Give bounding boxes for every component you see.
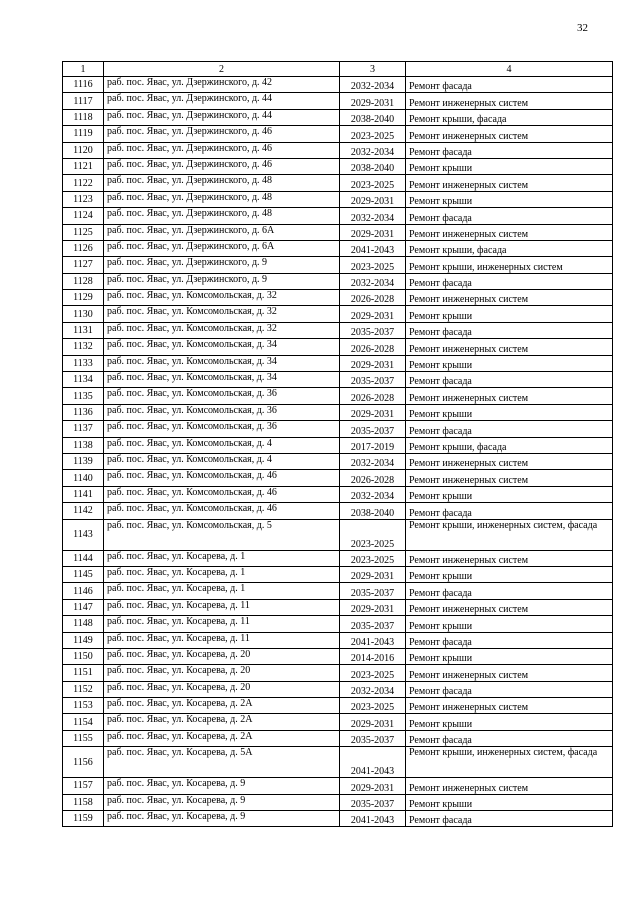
address-cell: раб. пос. Явас, ул. Косарева, д. 1 bbox=[104, 550, 340, 566]
address-cell: раб. пос. Явас, ул. Дзержинского, д. 48 bbox=[104, 175, 340, 191]
table-row bbox=[63, 191, 613, 207]
row-number-cell: 1132 bbox=[63, 339, 104, 355]
work-type-cell: Ремонт инженерных систем bbox=[406, 175, 613, 191]
table-row bbox=[63, 126, 613, 142]
work-type-cell: Ремонт фасада bbox=[406, 632, 613, 648]
table-row bbox=[63, 175, 613, 191]
table-row bbox=[63, 616, 613, 632]
row-number-cell: 1127 bbox=[63, 257, 104, 273]
address-cell: раб. пос. Явас, ул. Комсомольская, д. 46 bbox=[104, 503, 340, 519]
period-cell: 2032-2034 bbox=[340, 453, 406, 469]
address-cell: раб. пос. Явас, ул. Косарева, д. 11 bbox=[104, 599, 340, 615]
table-row bbox=[63, 372, 613, 388]
address-cell: раб. пос. Явас, ул. Дзержинского, д. 6А bbox=[104, 240, 340, 256]
address-cell: раб. пос. Явас, ул. Дзержинского, д. 42 bbox=[104, 77, 340, 93]
table-row bbox=[63, 355, 613, 371]
table-row bbox=[63, 273, 613, 289]
row-number-cell: 1130 bbox=[63, 306, 104, 322]
work-type-cell: Ремонт фасада bbox=[406, 77, 613, 93]
address-cell: раб. пос. Явас, ул. Комсомольская, д. 32 bbox=[104, 290, 340, 306]
period-cell: 2029-2031 bbox=[340, 355, 406, 371]
row-number-cell: 1131 bbox=[63, 322, 104, 338]
work-type-cell: Ремонт фасада bbox=[406, 503, 613, 519]
row-number-cell: 1141 bbox=[63, 486, 104, 502]
work-type-cell: Ремонт крыши bbox=[406, 714, 613, 730]
period-cell: 2032-2034 bbox=[340, 77, 406, 93]
row-number-cell: 1143 bbox=[63, 519, 104, 550]
row-number-cell: 1120 bbox=[63, 142, 104, 158]
column-header-2: 2 bbox=[104, 62, 340, 77]
work-type-cell: Ремонт крыши bbox=[406, 648, 613, 664]
address-cell: раб. пос. Явас, ул. Косарева, д. 2А bbox=[104, 714, 340, 730]
table-row bbox=[63, 714, 613, 730]
period-cell: 2023-2025 bbox=[340, 519, 406, 550]
address-cell: раб. пос. Явас, ул. Дзержинского, д. 46 bbox=[104, 158, 340, 174]
table-body bbox=[63, 77, 613, 827]
row-number-cell: 1118 bbox=[63, 109, 104, 125]
period-cell: 2035-2037 bbox=[340, 794, 406, 810]
table-row bbox=[63, 322, 613, 338]
row-number-cell: 1151 bbox=[63, 665, 104, 681]
period-cell: 2041-2043 bbox=[340, 240, 406, 256]
row-number-cell: 1116 bbox=[63, 77, 104, 93]
table-row bbox=[63, 503, 613, 519]
table-row bbox=[63, 339, 613, 355]
row-number-cell: 1123 bbox=[63, 191, 104, 207]
work-type-cell: Ремонт фасада bbox=[406, 142, 613, 158]
period-cell: 2038-2040 bbox=[340, 158, 406, 174]
row-number-cell: 1142 bbox=[63, 503, 104, 519]
period-cell: 2029-2031 bbox=[340, 306, 406, 322]
work-type-cell: Ремонт инженерных систем bbox=[406, 665, 613, 681]
table-row bbox=[63, 566, 613, 582]
row-number-cell: 1156 bbox=[63, 747, 104, 778]
period-cell: 2029-2031 bbox=[340, 191, 406, 207]
period-cell: 2035-2037 bbox=[340, 616, 406, 632]
address-cell: раб. пос. Явас, ул. Дзержинского, д. 6А bbox=[104, 224, 340, 240]
work-type-cell: Ремонт инженерных систем bbox=[406, 453, 613, 469]
row-number-cell: 1149 bbox=[63, 632, 104, 648]
work-type-cell: Ремонт фасада bbox=[406, 583, 613, 599]
page-number: 32 bbox=[577, 22, 588, 34]
address-cell: раб. пос. Явас, ул. Комсомольская, д. 32 bbox=[104, 322, 340, 338]
address-cell: раб. пос. Явас, ул. Комсомольская, д. 5 bbox=[104, 519, 340, 550]
address-cell: раб. пос. Явас, ул. Дзержинского, д. 44 bbox=[104, 93, 340, 109]
work-type-cell: Ремонт крыши, инженерных систем, фасада bbox=[406, 747, 613, 778]
table-row bbox=[63, 240, 613, 256]
work-type-cell: Ремонт крыши bbox=[406, 616, 613, 632]
work-type-cell: Ремонт крыши bbox=[406, 794, 613, 810]
period-cell: 2035-2037 bbox=[340, 583, 406, 599]
row-number-cell: 1138 bbox=[63, 437, 104, 453]
work-type-cell: Ремонт крыши, инженерных систем bbox=[406, 257, 613, 273]
repair-schedule-table bbox=[62, 61, 613, 827]
work-type-cell: Ремонт крыши bbox=[406, 306, 613, 322]
row-number-cell: 1146 bbox=[63, 583, 104, 599]
work-type-cell: Ремонт инженерных систем bbox=[406, 224, 613, 240]
address-cell: раб. пос. Явас, ул. Косарева, д. 9 bbox=[104, 811, 340, 827]
row-number-cell: 1148 bbox=[63, 616, 104, 632]
period-cell: 2026-2028 bbox=[340, 290, 406, 306]
row-number-cell: 1158 bbox=[63, 794, 104, 810]
address-cell: раб. пос. Явас, ул. Дзержинского, д. 9 bbox=[104, 257, 340, 273]
table-row bbox=[63, 453, 613, 469]
table-row bbox=[63, 681, 613, 697]
work-type-cell: Ремонт фасада bbox=[406, 208, 613, 224]
address-cell: раб. пос. Явас, ул. Косарева, д. 11 bbox=[104, 616, 340, 632]
period-cell: 2041-2043 bbox=[340, 632, 406, 648]
row-number-cell: 1153 bbox=[63, 698, 104, 714]
period-cell: 2026-2028 bbox=[340, 339, 406, 355]
table-row bbox=[63, 519, 613, 550]
address-cell: раб. пос. Явас, ул. Дзержинского, д. 46 bbox=[104, 126, 340, 142]
period-cell: 2035-2037 bbox=[340, 421, 406, 437]
work-type-cell: Ремонт фасада bbox=[406, 730, 613, 746]
row-number-cell: 1135 bbox=[63, 388, 104, 404]
period-cell: 2029-2031 bbox=[340, 93, 406, 109]
row-number-cell: 1128 bbox=[63, 273, 104, 289]
table-row bbox=[63, 388, 613, 404]
table-row bbox=[63, 437, 613, 453]
address-cell: раб. пос. Явас, ул. Косарева, д. 1 bbox=[104, 566, 340, 582]
address-cell: раб. пос. Явас, ул. Косарева, д. 11 bbox=[104, 632, 340, 648]
address-cell: раб. пос. Явас, ул. Дзержинского, д. 9 bbox=[104, 273, 340, 289]
address-cell: раб. пос. Явас, ул. Дзержинского, д. 44 bbox=[104, 109, 340, 125]
work-type-cell: Ремонт инженерных систем bbox=[406, 550, 613, 566]
table-row bbox=[63, 778, 613, 794]
address-cell: раб. пос. Явас, ул. Комсомольская, д. 46 bbox=[104, 470, 340, 486]
address-cell: раб. пос. Явас, ул. Дзержинского, д. 46 bbox=[104, 142, 340, 158]
work-type-cell: Ремонт крыши bbox=[406, 158, 613, 174]
address-cell: раб. пос. Явас, ул. Косарева, д. 20 bbox=[104, 648, 340, 664]
period-cell: 2023-2025 bbox=[340, 175, 406, 191]
row-number-cell: 1122 bbox=[63, 175, 104, 191]
work-type-cell: Ремонт инженерных систем bbox=[406, 339, 613, 355]
period-cell: 2029-2031 bbox=[340, 404, 406, 420]
table-row bbox=[63, 698, 613, 714]
row-number-cell: 1139 bbox=[63, 453, 104, 469]
work-type-cell: Ремонт крыши, фасада bbox=[406, 437, 613, 453]
period-cell: 2026-2028 bbox=[340, 470, 406, 486]
row-number-cell: 1134 bbox=[63, 372, 104, 388]
row-number-cell: 1140 bbox=[63, 470, 104, 486]
period-cell: 2032-2034 bbox=[340, 273, 406, 289]
period-cell: 2029-2031 bbox=[340, 714, 406, 730]
table-row bbox=[63, 470, 613, 486]
work-type-cell: Ремонт крыши bbox=[406, 355, 613, 371]
period-cell: 2032-2034 bbox=[340, 208, 406, 224]
work-type-cell: Ремонт фасада bbox=[406, 811, 613, 827]
work-type-cell: Ремонт инженерных систем bbox=[406, 126, 613, 142]
period-cell: 2023-2025 bbox=[340, 126, 406, 142]
work-type-cell: Ремонт инженерных систем bbox=[406, 290, 613, 306]
period-cell: 2023-2025 bbox=[340, 550, 406, 566]
table-row bbox=[63, 109, 613, 125]
period-cell: 2035-2037 bbox=[340, 372, 406, 388]
work-type-cell: Ремонт крыши, инженерных систем, фасада bbox=[406, 519, 613, 550]
work-type-cell: Ремонт крыши, фасада bbox=[406, 240, 613, 256]
address-cell: раб. пос. Явас, ул. Косарева, д. 2А bbox=[104, 730, 340, 746]
table-row bbox=[63, 306, 613, 322]
table-row bbox=[63, 583, 613, 599]
table-row bbox=[63, 208, 613, 224]
address-cell: раб. пос. Явас, ул. Косарева, д. 5А bbox=[104, 747, 340, 778]
address-cell: раб. пос. Явас, ул. Косарева, д. 2А bbox=[104, 698, 340, 714]
table-row bbox=[63, 93, 613, 109]
work-type-cell: Ремонт инженерных систем bbox=[406, 93, 613, 109]
work-type-cell: Ремонт крыши bbox=[406, 566, 613, 582]
table-row bbox=[63, 142, 613, 158]
table-row bbox=[63, 794, 613, 810]
column-header-4: 4 bbox=[406, 62, 613, 77]
address-cell: раб. пос. Явас, ул. Комсомольская, д. 4 bbox=[104, 453, 340, 469]
table-row bbox=[63, 486, 613, 502]
period-cell: 2023-2025 bbox=[340, 698, 406, 714]
period-cell: 2035-2037 bbox=[340, 322, 406, 338]
row-number-cell: 1137 bbox=[63, 421, 104, 437]
row-number-cell: 1121 bbox=[63, 158, 104, 174]
work-type-cell: Ремонт фасада bbox=[406, 372, 613, 388]
work-type-cell: Ремонт инженерных систем bbox=[406, 388, 613, 404]
work-type-cell: Ремонт фасада bbox=[406, 322, 613, 338]
work-type-cell: Ремонт крыши bbox=[406, 486, 613, 502]
row-number-cell: 1117 bbox=[63, 93, 104, 109]
table-row bbox=[63, 665, 613, 681]
work-type-cell: Ремонт инженерных систем bbox=[406, 470, 613, 486]
address-cell: раб. пос. Явас, ул. Дзержинского, д. 48 bbox=[104, 191, 340, 207]
table-row bbox=[63, 224, 613, 240]
row-number-cell: 1124 bbox=[63, 208, 104, 224]
work-type-cell: Ремонт фасада bbox=[406, 273, 613, 289]
row-number-cell: 1125 bbox=[63, 224, 104, 240]
table-row bbox=[63, 421, 613, 437]
period-cell: 2026-2028 bbox=[340, 388, 406, 404]
row-number-cell: 1154 bbox=[63, 714, 104, 730]
row-number-cell: 1152 bbox=[63, 681, 104, 697]
table-row bbox=[63, 811, 613, 827]
row-number-cell: 1119 bbox=[63, 126, 104, 142]
period-cell: 2014-2016 bbox=[340, 648, 406, 664]
row-number-cell: 1159 bbox=[63, 811, 104, 827]
period-cell: 2029-2031 bbox=[340, 224, 406, 240]
work-type-cell: Ремонт инженерных систем bbox=[406, 698, 613, 714]
period-cell: 2041-2043 bbox=[340, 747, 406, 778]
table-row bbox=[63, 404, 613, 420]
table-row bbox=[63, 632, 613, 648]
period-cell: 2017-2019 bbox=[340, 437, 406, 453]
table-header-row bbox=[63, 62, 613, 77]
address-cell: раб. пос. Явас, ул. Комсомольская, д. 34 bbox=[104, 372, 340, 388]
address-cell: раб. пос. Явас, ул. Комсомольская, д. 34 bbox=[104, 339, 340, 355]
row-number-cell: 1136 bbox=[63, 404, 104, 420]
address-cell: раб. пос. Явас, ул. Косарева, д. 1 bbox=[104, 583, 340, 599]
table-row bbox=[63, 257, 613, 273]
period-cell: 2029-2031 bbox=[340, 778, 406, 794]
address-cell: раб. пос. Явас, ул. Комсомольская, д. 36 bbox=[104, 388, 340, 404]
period-cell: 2029-2031 bbox=[340, 599, 406, 615]
address-cell: раб. пос. Явас, ул. Комсомольская, д. 4 bbox=[104, 437, 340, 453]
period-cell: 2038-2040 bbox=[340, 503, 406, 519]
period-cell: 2032-2034 bbox=[340, 681, 406, 697]
period-cell: 2029-2031 bbox=[340, 566, 406, 582]
table-row bbox=[63, 550, 613, 566]
address-cell: раб. пос. Явас, ул. Косарева, д. 9 bbox=[104, 794, 340, 810]
row-number-cell: 1129 bbox=[63, 290, 104, 306]
address-cell: раб. пос. Явас, ул. Дзержинского, д. 48 bbox=[104, 208, 340, 224]
table-row bbox=[63, 599, 613, 615]
work-type-cell: Ремонт инженерных систем bbox=[406, 599, 613, 615]
table-row bbox=[63, 747, 613, 778]
row-number-cell: 1126 bbox=[63, 240, 104, 256]
address-cell: раб. пос. Явас, ул. Комсомольская, д. 36 bbox=[104, 404, 340, 420]
column-header-3: 3 bbox=[340, 62, 406, 77]
column-header-1: 1 bbox=[63, 62, 104, 77]
row-number-cell: 1133 bbox=[63, 355, 104, 371]
row-number-cell: 1144 bbox=[63, 550, 104, 566]
period-cell: 2032-2034 bbox=[340, 486, 406, 502]
work-type-cell: Ремонт крыши bbox=[406, 191, 613, 207]
period-cell: 2023-2025 bbox=[340, 665, 406, 681]
period-cell: 2032-2034 bbox=[340, 142, 406, 158]
row-number-cell: 1157 bbox=[63, 778, 104, 794]
address-cell: раб. пос. Явас, ул. Комсомольская, д. 34 bbox=[104, 355, 340, 371]
work-type-cell: Ремонт крыши bbox=[406, 404, 613, 420]
address-cell: раб. пос. Явас, ул. Косарева, д. 20 bbox=[104, 665, 340, 681]
work-type-cell: Ремонт фасада bbox=[406, 421, 613, 437]
row-number-cell: 1145 bbox=[63, 566, 104, 582]
address-cell: раб. пос. Явас, ул. Комсомольская, д. 32 bbox=[104, 306, 340, 322]
work-type-cell: Ремонт фасада bbox=[406, 681, 613, 697]
address-cell: раб. пос. Явас, ул. Комсомольская, д. 36 bbox=[104, 421, 340, 437]
table-row bbox=[63, 158, 613, 174]
period-cell: 2041-2043 bbox=[340, 811, 406, 827]
work-type-cell: Ремонт инженерных систем bbox=[406, 778, 613, 794]
period-cell: 2038-2040 bbox=[340, 109, 406, 125]
period-cell: 2023-2025 bbox=[340, 257, 406, 273]
table-row bbox=[63, 648, 613, 664]
row-number-cell: 1155 bbox=[63, 730, 104, 746]
table-row bbox=[63, 77, 613, 93]
table-row bbox=[63, 290, 613, 306]
period-cell: 2035-2037 bbox=[340, 730, 406, 746]
table-row bbox=[63, 730, 613, 746]
row-number-cell: 1150 bbox=[63, 648, 104, 664]
row-number-cell: 1147 bbox=[63, 599, 104, 615]
address-cell: раб. пос. Явас, ул. Комсомольская, д. 46 bbox=[104, 486, 340, 502]
address-cell: раб. пос. Явас, ул. Косарева, д. 20 bbox=[104, 681, 340, 697]
work-type-cell: Ремонт крыши, фасада bbox=[406, 109, 613, 125]
address-cell: раб. пос. Явас, ул. Косарева, д. 9 bbox=[104, 778, 340, 794]
